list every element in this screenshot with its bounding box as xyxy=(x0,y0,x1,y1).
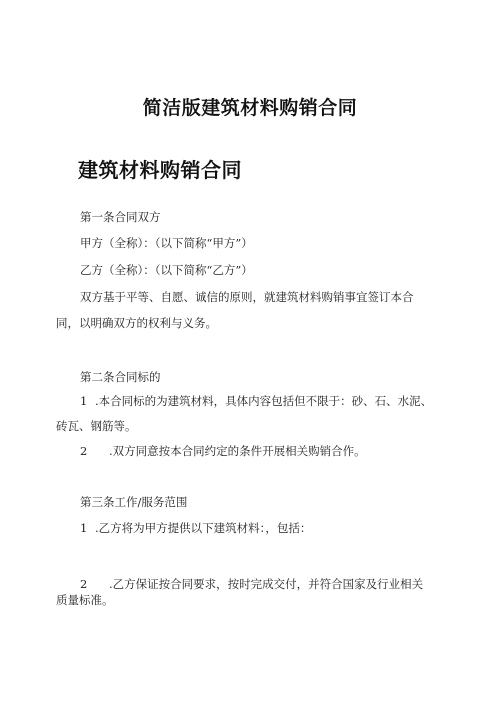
article3-item2-text: .乙方保证按合同要求，按时完成交付，并符合国家及行业相关 xyxy=(108,577,424,591)
article1-intro-line1: 双方基于平等、自愿、诚信的原则，就建筑材料购销事宜签订本合 xyxy=(80,290,414,304)
contract-title: 建筑材料购销合同 xyxy=(78,158,242,182)
article3-item2-line2: 质量标准。 xyxy=(56,593,114,607)
article2-item1-line2: 砖瓦、钢筋等。 xyxy=(56,419,137,433)
article3-item2-line1 xyxy=(80,576,423,592)
article3-item1-text: .乙方将为甲方提供以下建筑材料：，包括： xyxy=(94,521,312,535)
article3-item2-number: 2 xyxy=(80,577,88,591)
article3-item1-number: 1 xyxy=(80,521,88,535)
article1-intro-line2: 同，以明确双方的权利与义务。 xyxy=(56,316,217,330)
article2-item2-text: .双方同意按本合同约定的条件开展相关购销合作。 xyxy=(108,444,366,458)
article2-heading: 第二条合同标的 xyxy=(80,370,161,384)
party-b-line: 乙方（全称）：（以下简称“乙方”） xyxy=(80,263,253,277)
article2-item2-number: 2 xyxy=(80,444,88,458)
article2-item2-line xyxy=(80,443,366,459)
article2-item1-text: .本合同标的为建筑材料，具体内容包括但不限于：砂、石、水泥、 xyxy=(94,394,433,408)
party-a-line: 甲方（全称）：（以下简称“甲方”） xyxy=(80,236,253,250)
article3-item1-line xyxy=(80,520,311,536)
article2-item1-line1 xyxy=(80,393,432,409)
article1-heading: 第一条合同双方 xyxy=(80,210,161,224)
article3-heading: 第三条工作/服务范围 xyxy=(80,495,188,509)
article2-item1-number: 1 xyxy=(80,394,88,408)
document-title: 简洁版建筑材料购销合同 xyxy=(142,97,358,119)
